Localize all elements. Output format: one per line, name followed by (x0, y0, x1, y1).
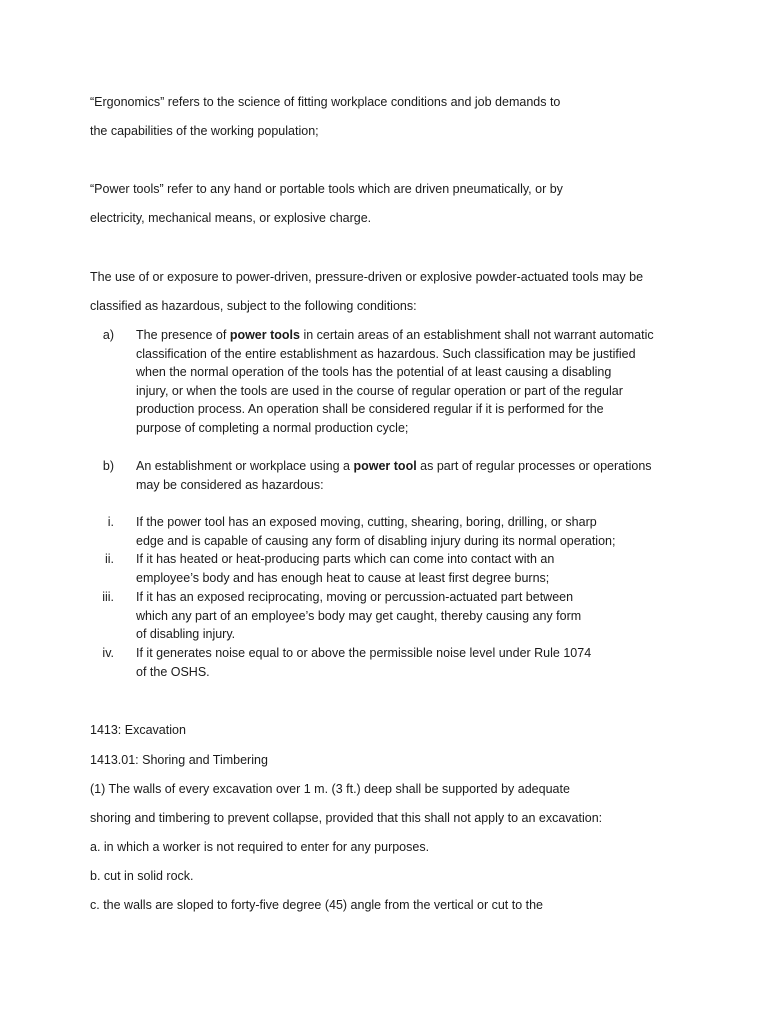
sub-condition-i-line-1: If the power tool has an exposed moving, cutting, shearing, boring, drilling, or sharp (136, 515, 597, 529)
sub-condition-iii-line-2: which any part of an employee’s body may get caught, thereby causing any form (136, 608, 582, 623)
condition-a-line-5: production process. An operation shall be considered regular if it is performed for the (136, 402, 604, 417)
excavation-para-line-1: (1) The walls of every excavation over 1 m. (3 ft.) deep shall be supported by adequate (90, 782, 570, 796)
condition-a-line-6: purpose of completing a normal production cycle; (136, 420, 409, 435)
intro-line-1: The use of or exposure to power-driven, pressure-driven or explosive powder-actuated tools may be (90, 270, 644, 284)
sub-condition-iii-line-3: of disabling injury. (136, 627, 236, 642)
condition-b-line-2: may be considered as hazardous: (136, 477, 324, 492)
intro-line-2: classified as hazardous, subject to the following conditions: (90, 299, 417, 313)
sub-condition-ii-line-2: employee’s body and has enough heat to cause at least first degree burns; (136, 570, 550, 585)
sub-condition-iii-marker: iii. (102, 590, 114, 604)
condition-b-bold-term: power tool (353, 459, 417, 473)
sub-condition-iv-marker: iv. (102, 646, 114, 660)
condition-a-first-line (136, 326, 676, 345)
sub-condition-iii-line-1: If it has an exposed reciprocating, moving or percussion-actuated part between (136, 590, 574, 604)
sub-condition-i-line-2: edge and is capable of causing any form of disabling injury during its normal operation; (136, 533, 616, 548)
ergonomics-definition-line-1: “Ergonomics” refers to the science of fitting workplace conditions and job demands to (90, 95, 561, 109)
condition-a-line-4: injury, or when the tools are used in the course of regular operation or part of the regular (136, 383, 623, 398)
sub-condition-iv-line-1: If it generates noise equal to or above the permissible noise level under Rule 1074 (136, 646, 592, 660)
excavation-item-c: c. the walls are sloped to forty-five degree (45) angle from the vertical or cut to the (90, 898, 543, 912)
sub-condition-ii-line-1: If it has heated or heat-producing parts which can come into contact with an (136, 552, 555, 566)
sub-condition-iv-line-2: of the OSHS. (136, 664, 210, 679)
sub-condition-iii-text (136, 588, 676, 644)
condition-b-text (136, 457, 676, 494)
excavation-para-line-2: shoring and timbering to prevent collapse, provided that this shall not apply to an excavation: (90, 811, 603, 825)
excavation-heading: 1413: Excavation (90, 723, 186, 737)
condition-a-text (136, 326, 676, 438)
power-tools-definition-line-1: “Power tools” refer to any hand or portable tools which are driven pneumatically, or by (90, 182, 563, 196)
excavation-item-b: b. cut in solid rock. (90, 869, 194, 883)
sub-condition-iv-text (136, 644, 676, 681)
ergonomics-definition-line-2: the capabilities of the working population; (90, 124, 319, 138)
condition-a-line-2: classification of the entire establishment as hazardous. Such classification may be justified (136, 346, 636, 361)
condition-b-first-line (136, 457, 676, 476)
condition-b-text-post: as part of regular processes or operations (416, 459, 652, 473)
sub-condition-ii-marker: ii. (104, 552, 114, 566)
sub-condition-i-text (136, 513, 676, 550)
condition-a-line-3: when the normal operation of the tools has the potential of at least causing a disabling (136, 365, 612, 380)
sub-condition-ii-text (136, 550, 676, 587)
sub-condition-i-marker: i. (107, 515, 114, 529)
condition-a-text-pre: The presence of (136, 328, 230, 342)
power-tools-definition-line-2: electricity, mechanical means, or explosive charge. (90, 211, 372, 225)
condition-b-marker: b) (102, 459, 114, 473)
shoring-subheading: 1413.01: Shoring and Timbering (90, 753, 268, 767)
condition-b-text-pre: An establishment or workplace using a (136, 459, 354, 473)
condition-a-bold-term: power tools (229, 328, 300, 342)
condition-a-marker: a) (102, 328, 114, 342)
condition-a-text-post: in certain areas of an establishment shall not warrant automatic (299, 328, 654, 342)
excavation-item-a: a. in which a worker is not required to enter for any purposes. (90, 840, 430, 854)
